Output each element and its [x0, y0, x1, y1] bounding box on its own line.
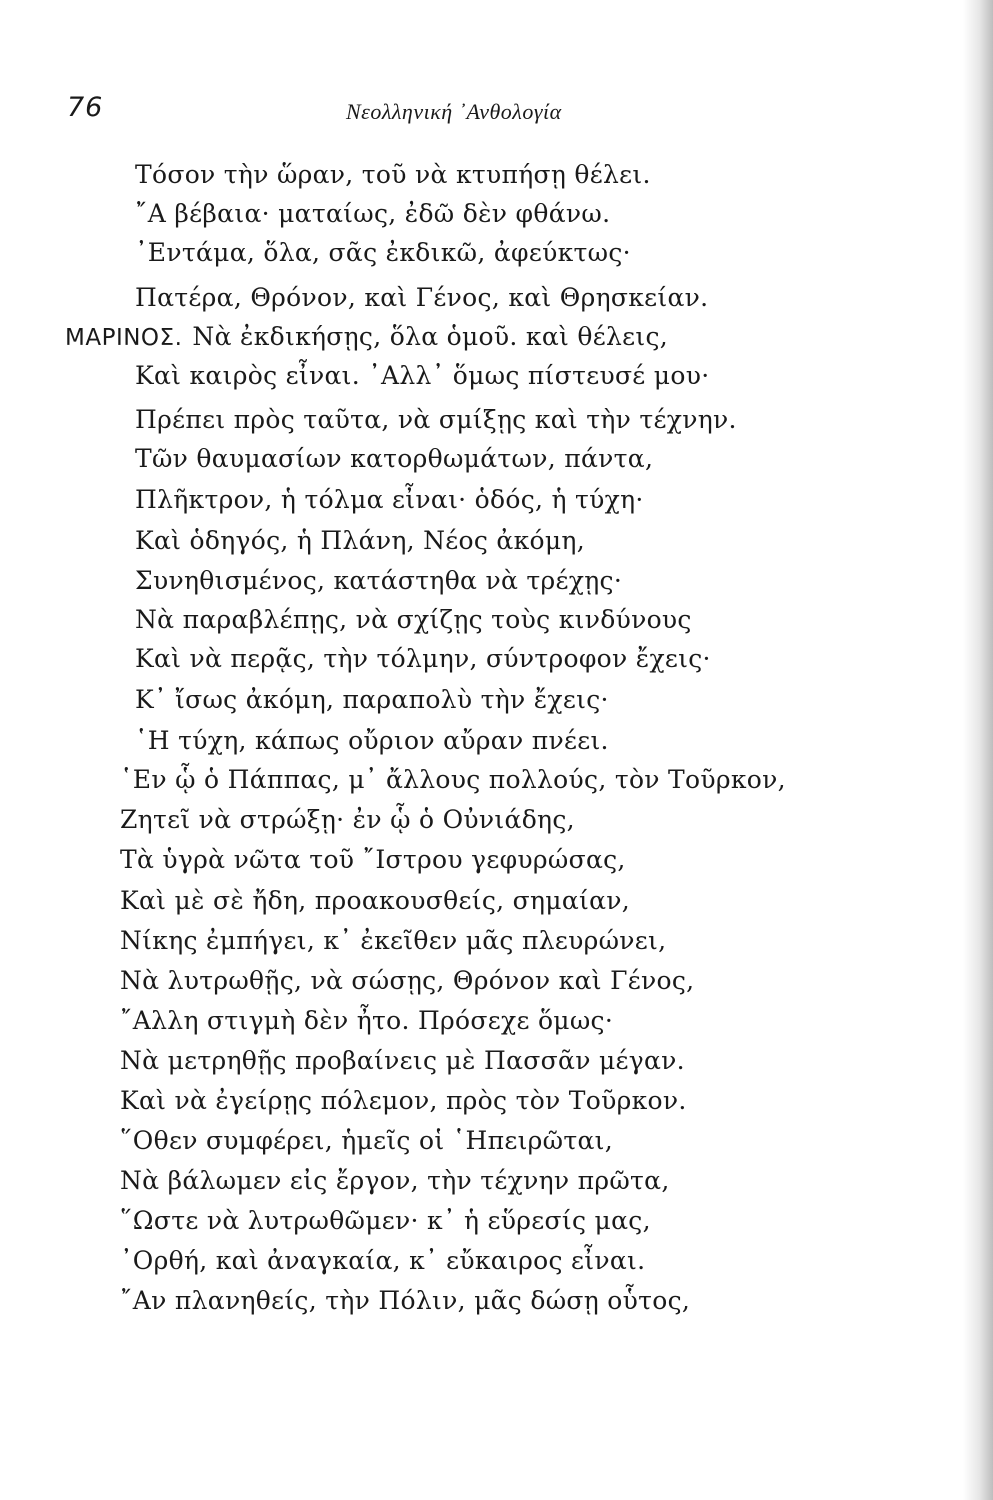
verse-line	[65, 322, 668, 353]
verse-line	[120, 926, 666, 956]
verse-line-text: ῾Η τύχη, κάπως οὔριον αὔραν πνέει.	[135, 726, 609, 755]
verse-line	[135, 685, 609, 715]
verse-line-text: Καὶ νὰ ἐγείρῃς πόλεμον, πρὸς τὸν Τοῦρκον.	[120, 1086, 687, 1115]
verse-line-text: Πλῆκτρον, ἡ τόλμα εἶναι· ὁδός, ἡ τύχη·	[135, 485, 644, 514]
verse-line	[120, 1006, 613, 1036]
verse-line-text: Καὶ νὰ περᾷς, τὴν τόλμην, σύντροφον ἔχεις·	[135, 644, 711, 673]
verse-line	[120, 1166, 670, 1196]
verse-line-text: Νίκης ἐμπήγει, κ᾿ ἐκεῖθεν μᾶς πλευρώνει,	[120, 926, 667, 955]
verse-line	[135, 238, 631, 268]
verse-line-text: ῾Εν ᾧ ὁ Πάππας, μ᾿ ἄλλους πολλούς, τὸν Τοῦρκον,	[120, 765, 786, 794]
verse-line	[135, 361, 709, 391]
verse-line	[135, 283, 708, 313]
verse-line-text: Ζητεῖ νὰ στρώξῃ· ἐν ᾧ ὁ Οὐνιάδης,	[120, 805, 575, 834]
verse-line	[135, 644, 711, 674]
verse-line	[120, 1246, 645, 1276]
verse-line-text: ῎Α βέβαια· ματαίως, ἐδῶ δὲν φθάνω.	[135, 199, 611, 228]
verse-line-text: Πρέπει πρὸς ταῦτα, νὰ σμίξῃς καὶ τὴν τέχνην.	[135, 405, 737, 434]
speaker-name: ΜΑΡΙΝΟΣ.	[65, 325, 183, 351]
verse-line	[120, 805, 575, 835]
verse-line	[120, 1086, 687, 1116]
verse-line-text: Καὶ καιρὸς εἶναι. ᾿Αλλ᾿ ὅμως πίστευσέ μου·	[135, 361, 710, 390]
verse-line	[120, 966, 694, 996]
verse-line	[135, 566, 622, 596]
verse-line-text: Τῶν θαυμασίων κατορθωμάτων, πάντα,	[135, 444, 654, 473]
verse-line	[135, 444, 653, 474]
verse-line	[120, 1126, 613, 1156]
running-head: Νεολληνική ᾿Ανθολογία	[346, 99, 562, 124]
verse-line-text: Κ᾿ ἴσως ἀκόμη, παραπολὺ τὴν ἔχεις·	[135, 685, 609, 714]
verse-line-text: ῎Αν πλανηθείς, τὴν Πόλιν, μᾶς δώσῃ οὗτος,	[120, 1286, 691, 1315]
verse-line	[120, 1206, 651, 1236]
verse-line	[135, 526, 585, 556]
verse-line-text: Καὶ μὲ σὲ ἤδη, προακουσθείς, σημαίαν,	[120, 886, 631, 915]
verse-line	[135, 726, 609, 756]
verse-line	[120, 886, 630, 916]
verse-line	[135, 605, 692, 635]
verse-line	[135, 199, 610, 229]
verse-line-text: ῞Οθεν συμφέρει, ἡμεῖς οἱ ῾Ηπειρῶται,	[120, 1126, 614, 1155]
verse-line	[120, 765, 786, 795]
verse-line	[135, 485, 644, 515]
verse-line-text: Τόσον τὴν ὥραν, τοῦ νὰ κτυπήσῃ θέλει.	[135, 160, 651, 189]
verse-line-text: Νὰ ἐκδικήσῃς, ὅλα ὁμοῦ. καὶ θέλεις,	[192, 322, 669, 351]
verse-line-text: Καὶ ὁδηγός, ἡ Πλάνη, Νέος ἀκόμη,	[135, 526, 585, 555]
verse-line-text: ᾿Εντάμα, ὅλα, σᾶς ἐκδικῶ, ἀφεύκτως·	[135, 238, 631, 267]
verse-line-text: ῎Αλλη στιγμὴ δὲν ἦτο. Πρόσεχε ὅμως·	[120, 1006, 614, 1035]
page-edge-shadow	[963, 0, 993, 1500]
verse-line-text: Νὰ παραβλέπῃς, νὰ σχίζῃς τοὺς κινδύνους	[135, 605, 692, 634]
verse-line	[135, 160, 651, 190]
verse-line-text: ᾿Ορθή, καὶ ἀναγκαία, κ᾿ εὔκαιρος εἶναι.	[120, 1246, 646, 1275]
verse-line-text: Νὰ βάλωμεν εἰς ἔργον, τὴν τέχνην πρῶτα,	[120, 1166, 670, 1195]
verse-line	[120, 1286, 690, 1316]
page-number: 76	[67, 92, 104, 123]
verse-line-text: Νὰ μετρηθῇς προβαίνεις μὲ Πασσᾶν μέγαν.	[120, 1046, 685, 1075]
verse-line	[120, 845, 626, 875]
verse-line-text: Συνηθισμένος, κατάστηθα νὰ τρέχῃς·	[135, 566, 623, 595]
verse-line-text: Τὰ ὑγρὰ νῶτα τοῦ ῎Ιστρου γεφυρώσας,	[120, 845, 626, 874]
verse-line-text: ῞Ωστε νὰ λυτρωθῶμεν· κ᾿ ἡ εὕρεσίς μας,	[120, 1206, 651, 1235]
verse-line	[120, 1046, 685, 1076]
verse-line-text: Νὰ λυτρωθῇς, νὰ σώσῃς, Θρόνον καὶ Γένος,	[120, 966, 695, 995]
verse-line-text: Πατέρα, Θρόνον, καὶ Γένος, καὶ Θρησκείαν.	[135, 283, 709, 312]
verse-line	[135, 405, 737, 435]
